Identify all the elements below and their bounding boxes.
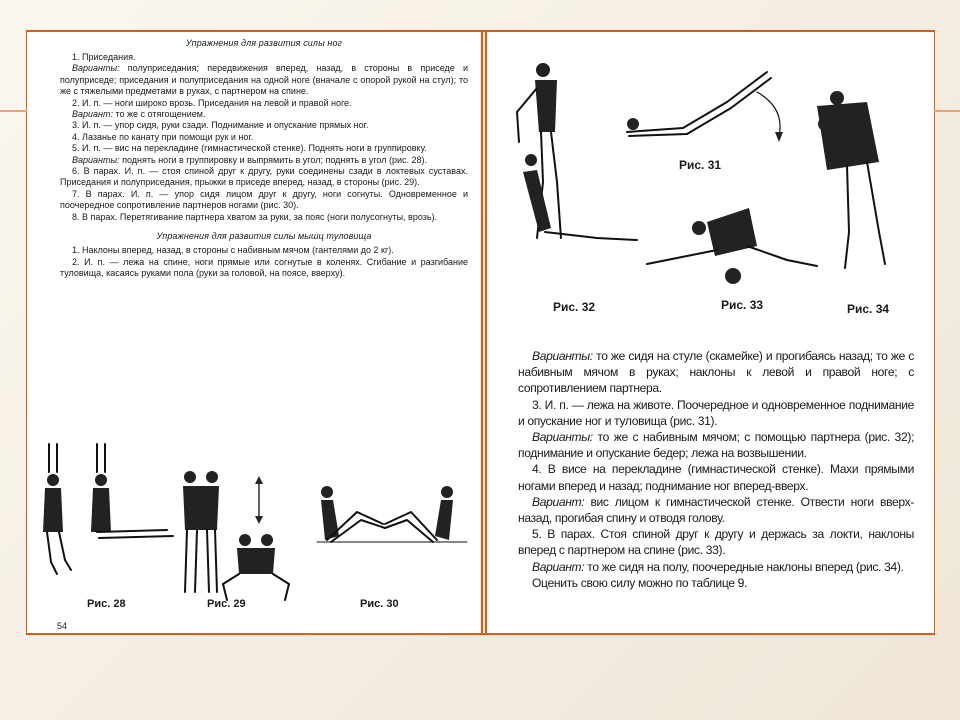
caption-fig-34: Рис. 34 bbox=[847, 302, 890, 316]
caption-fig-33: Рис. 33 bbox=[721, 298, 764, 312]
torso-item-5: 5. В парах. Стоя спиной друг к другу и держась за локти, наклоны вперед с партнером на спине (рис. 33). bbox=[518, 527, 914, 558]
figure-30-seated-pair bbox=[317, 486, 467, 542]
left-page bbox=[27, 32, 480, 633]
figure-29-standing-pair bbox=[183, 471, 219, 592]
torso-variant-2: Варианты: то же сидя на стуле (скамейке) и прогибаясь назад; то же с набивным мячом в руках; наклоны к левой и правой ноге; с сопротивлением партнера. bbox=[518, 349, 914, 396]
figure-29-squatting-pair bbox=[223, 534, 289, 600]
torso-variant-5: Вариант: то же сидя на полу, поочередные наклоны вперед (рис. 34). bbox=[532, 559, 904, 574]
torso-item-2: 2. И. п. — лежа на спине, ноги прямые или согнутые в коленях. Сгибание и разгибание туловища, касаясь руками пола (руки за головой, на поясе, вверху). bbox=[60, 256, 468, 278]
figure-34-back-to-back bbox=[817, 91, 885, 268]
figure-29-arrow bbox=[255, 476, 263, 524]
strength-table-note: Оценить свою силу можно по таблице 9. bbox=[532, 575, 748, 590]
figure-28-right-hanging bbox=[91, 444, 173, 538]
heading-legs: Упражнения для развития силы ног bbox=[185, 38, 343, 48]
figure-28-left-hanging bbox=[43, 444, 71, 574]
legs-item-5: 5. И. п. — вис на перекладине (гимнастической стенке). Поднять ноги в группировку. bbox=[72, 143, 427, 154]
legs-variant-5: Варианты: поднять ноги в группировку и выпрямить в угол; поднять в угол (рис. 28). bbox=[72, 154, 428, 165]
page-number: 54 bbox=[57, 621, 68, 631]
heading-torso: Упражнения для развития силы мышц туловища bbox=[156, 231, 372, 242]
figure-33-seated-bend bbox=[647, 208, 817, 284]
legs-item-2: 2. И. п. — ноги широко врозь. Приседания на левой и правой ноге. bbox=[72, 97, 352, 108]
legs-item-1: 1. Приседания. bbox=[72, 52, 136, 62]
figure-32-partner-assist bbox=[517, 63, 637, 240]
figure-31-prone-lift bbox=[627, 72, 783, 142]
frame-center-line bbox=[481, 30, 483, 635]
torso-item-3: 3. И. п. — лежа на животе. Поочередное и одновременное поднимание и опускание ног и туловища (рис. 31). bbox=[518, 397, 914, 428]
legs-item-7: 7. В парах. И. п. — упор сидя лицом друг к другу, ноги согнуты. Одновременное и поочередное сопротивление партнеров ногами (рис. 30). bbox=[60, 188, 468, 211]
legs-item-8: 8. В парах. Перетягивание партнера хватом за руки, за пояс (ноги полусогнуты, врозь). bbox=[72, 211, 438, 222]
figures-28-30-illustration bbox=[27, 442, 480, 612]
legs-item-6: 6. В парах. И. п. — стоя спиной друг к другу, руки соединены сзади в локтевых суставах. Приседания и полуприседания, прыжки в приседе вперед, назад, в стороны (рис. 29). bbox=[60, 166, 468, 188]
legs-variant-1: Варианты: полуприседания; передвижения вперед, назад, в стороны в приседе и полуприседе; приседания и полуприседания на одной ноге (вначале с опорой рукой на стул); то же с тяжелыми предметами в руках, с партнером на спине. bbox=[60, 63, 468, 97]
right-text-block bbox=[518, 348, 914, 591]
decor-line-left bbox=[0, 110, 27, 112]
caption-fig-31: Рис. 31 bbox=[679, 158, 722, 172]
torso-variant-3: Варианты: то же с набивным мячом; с помощью партнера (рис. 32); поднимание и опускание бедер; лежа на возвышении. bbox=[518, 430, 915, 461]
caption-fig-28: Рис. 28 bbox=[87, 598, 126, 610]
torso-item-4: 4. В висе на перекладине (гимнастической стенке). Махи прямыми ногами вперед и назад; поднимание ног вперед-вверх. bbox=[518, 462, 914, 493]
left-text-block bbox=[60, 38, 468, 279]
caption-fig-30: Рис. 30 bbox=[360, 598, 399, 610]
caption-fig-29: Рис. 29 bbox=[207, 598, 246, 610]
torso-variant-4: Вариант: вис лицом к гимнастической стенке. Отвести ноги вверх-назад, прогибая спину и отводя голову. bbox=[518, 494, 914, 526]
legs-variant-2: Вариант: то же с отягощением. bbox=[72, 109, 206, 120]
legs-item-3: 3. И. п. — упор сидя, руки сзади. Поднимание и опускание прямых ног. bbox=[72, 120, 369, 131]
decor-line-right bbox=[933, 110, 960, 112]
caption-fig-32: Рис. 32 bbox=[553, 300, 596, 314]
right-page bbox=[487, 32, 934, 633]
legs-item-4: 4. Лазанье по канату при помощи рук и ног. bbox=[72, 131, 254, 142]
torso-item-1: 1. Наклоны вперед, назад, в стороны с набивным мячом (гантелями до 2 кг). bbox=[72, 245, 394, 256]
